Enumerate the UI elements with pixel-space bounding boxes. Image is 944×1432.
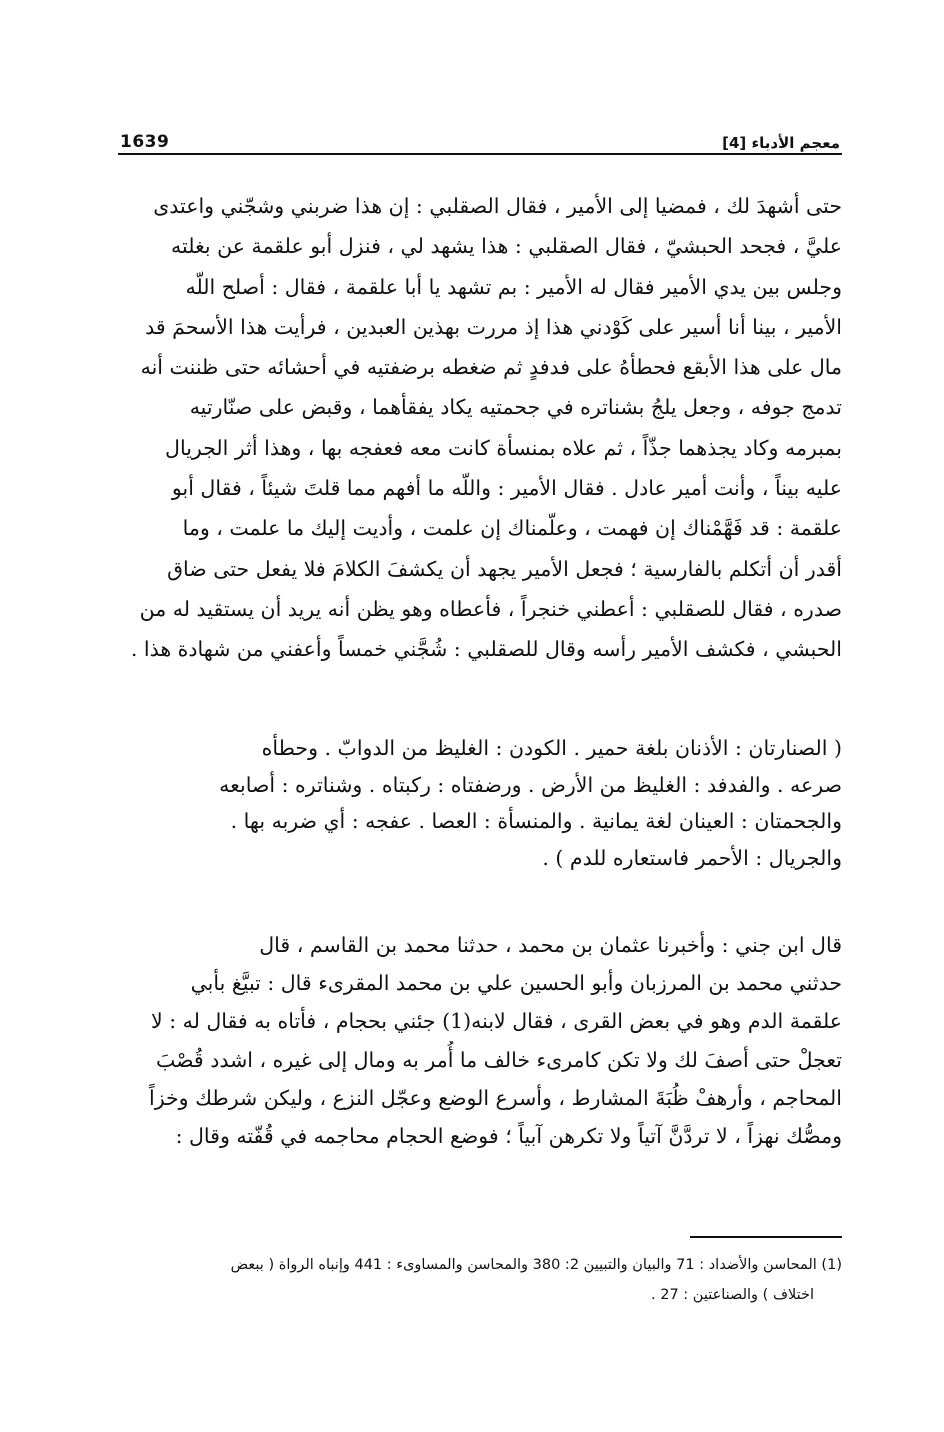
paragraph-anecdote [118,186,842,670]
text-line: مال على هذا الأبقع فحطأهُ على فدفدٍ ثم ضغطه برضفتيه في أحشائه حتى ظننت أنه [140,355,842,380]
footnote-separator [690,1236,842,1238]
text-line: عليَّ ، فجحد الحبشيّ ، فقال الصقلبي : هذا يشهد لي ، فنزل أبو علقمة عن بغلته [171,234,842,259]
text-line: حدثني محمد بن المرزبان وأبو الحسين علي بن محمد المقرىء قال : تبيَّغ بأبي [190,971,842,996]
text-line: الحبشي ، فكشف الأمير رأسه وقال للصقلبي : شُجَّني خمساً وأعفني من شهادة هذا . [130,637,842,662]
text-line: علقمة : قد فَهَّمْناك إن فهمت ، وعلّمناك إن علمت ، وأديت إليك ما علمت ، وما [182,516,842,541]
header-rule [118,153,842,155]
text-line: عليه بيناً ، وأنت أمير عادل . فقال الأمير : واللّه ما أفهم مما قلتَ شيئاً ، فقال أبو [171,476,842,501]
text-line: المحاجم ، وأرهفْ ظُبَةَ المشارط ، وأسرع الوضع وعجّل النزع ، وليكن شرطك وخزاً [149,1085,842,1110]
text-line: ( الصنارتان : الأذنان بلغة حمير . الكودن : الغليظ من الدوابّ . وحطأه [261,736,842,760]
text-line: الأمير ، بينا أنا أسير على كَوْدني هذا إذ مررت بهذين العبدين ، فرأيت هذا الأسحمَ قد [145,314,842,339]
footnote [118,1250,842,1310]
text-line: حتى أشهدَ لك ، فمضيا إلى الأمير ، فقال الصقلبي : إن هذا ضربني وشجّني واعتدى [153,194,842,218]
text-line: بمبرمه وكاد يجذهما جذّاً ، ثم علاه بمنسأة كانت معه فعفجه بها ، وهذا أثر الجريال [165,435,842,460]
text-line: تعجلْ حتى أصفَ لك ولا تكن كامرىء خالف ما أُمر به ومال إلى غيره ، اشدد قُصْبَ [156,1047,842,1072]
page-number: 1639 [120,132,170,152]
text-line: والجريال : الأحمر فاستعاره للدم ) . [542,846,842,871]
text-line: وجلس بين يدي الأمير فقال له الأمير : بم تشهد يا أبا علقمة ، فقال : أصلح اللّه [185,274,842,299]
paragraph-ibn-jinni [118,926,842,1155]
footnote-line: (1) المحاسن والأضداد : 71 والبيان والتبيين 2: 380 والمحاسن والمساوىء : 441 وإنباه الرواة ( ببعض [230,1257,842,1273]
page-header [120,112,840,152]
text-line: تدمج جوفه ، وجعل يلجُ بشناتره في جحمتيه يكاد يفقأهما ، وقبض على صنّارتيه [189,395,842,420]
text-line: صدره ، فقال للصقلبي : أعطني خنجراً ، فأعطاه وهو يظن أنه يريد أن يستقيد له من [139,596,842,621]
text-line: والجحمتان : العينان لغة يمانية . والمنسأة : العصا . عفجه : أي ضربه بها . [230,809,842,834]
text-line: علقمة الدم وهو في بعض القرى ، فقال لابنه(1) جئني بحجام ، فأتاه به فقال له : لا [151,1009,842,1034]
text-line: ومصُّك نهزاً ، لا تردَّنَّ آتياً ولا تكرهن آبياً ؛ فوضع الحجام محاجمه في قُفّته وقال : [175,1124,842,1149]
text-line: قال ابن جني : وأخبرنا عثمان بن محمد ، حدثنا محمد بن القاسم ، قال [259,933,842,957]
footnote-line: اختلاف ) والصناعتين : 27 . [651,1287,814,1303]
text-line: أقدر أن أتكلم بالفارسية ؛ فجعل الأمير يجهد أن يكشفَ الكلامَ فلا يفعل حتى ضاق [167,556,842,581]
paragraph-glossary [118,730,842,877]
running-title: معجم الأدباء [4] [722,134,840,152]
text-line: صرعه . والفدفد : الغليظ من الأرض . ورضفتاه : ركبتاه . وشناتره : أصابعه [219,772,842,797]
